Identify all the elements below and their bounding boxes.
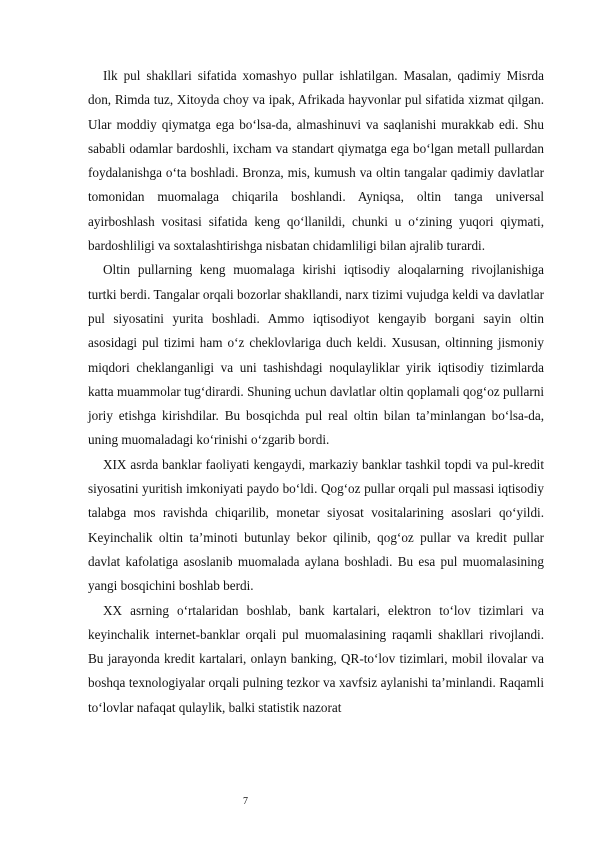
paragraph-2: Oltin pullarning keng muomalaga kirishi iqtisodiy aloqalarning rivojlanishiga turtki berdi. Tangalar orqali bozorlar shakllandi, narx tizimi vujudga keldi va davlatlar pul siyosatini yurita boshladi. Ammo iqtisodiyot kengayib borgani sayin oltin asosidagi pul tizimi ham o‘z cheklovlariga duch keldi. Xususan, oltinning jismoniy miqdori cheklanganligi va uni tashishdagi noqulayliklar yirik iqtisodiy tizimlarda katta muammolar tug‘dirardi. Shuning uchun davlatlar oltin qoplamali qog‘oz pullarni joriy etishga kirishdilar. Bu bosqichda pul real oltin bilan ta’minlangan bo‘lsa-da, uning muomaladagi ko‘rinishi o‘zgarib bordi. [88,262,544,448]
document-page [88,64,544,720]
paragraph-4: XX asrning o‘rtalaridan boshlab, bank kartalari, elektron to‘lov tizimlari va keyinchalik internet-banklar orqali pul muomalasining raqamli shakllari rivojlandi. Bu jarayonda kredit kartalari, onlayn banking, QR-to‘lov tizimlari, mobil ilovalar va boshqa texnologiyalar orqali pulning tezkor va xavfsiz aylanishi ta’minlandi. Raqamli to‘lovlar nafaqat qulaylik, balki statistik nazorat [88,602,544,715]
paragraph-1: Ilk pul shakllari sifatida xomashyo pullar ishlatilgan. Masalan, qadimiy Misrda don, Rimda tuz, Xitoyda choy va ipak, Afrikada hayvonlar pul sifatida xizmat qilgan. Ular moddiy qiymatga ega bo‘lsa-da, almashinuvi va saqlanishi murakkab edi. Shu sababli odamlar bardoshli, ixcham va standart qiymatga ega bo‘lgan metall pullardan foydalanishga o‘ta boshladi. Bronza, mis, kumush va oltin tangalar qadimiy davlatlar tomonidan muomalaga chiqarila boshlandi. Ayniqsa, oltin tanga universal ayirboshlash vositasi sifatida keng qo‘llanildi, chunki u o‘zining yuqori qiymati, bardoshliligi va soxtalashtirishga nisbatan chidamliligi bilan ajralib turardi. [88,68,544,254]
page-number: 7 [243,796,248,807]
paragraph-3: XIX asrda banklar faoliyati kengaydi, markaziy banklar tashkil topdi va pul-kredit siyosatini yuritish imkoniyati paydo bo‘ldi. Qog‘oz pullar orqali pul massasi iqtisodiy talabga mos ravishda chiqarilib, monetar siyosat vositalarining asoslari qo‘yildi. Keyinchalik oltin ta’minoti butunlay bekor qilinib, qog‘oz pullar va kredit pullar davlat kafolatiga asoslanib muomalada aylana boshladi. Bu esa pul muomalasining yangi bosqichini boshlab berdi. [88,456,544,594]
